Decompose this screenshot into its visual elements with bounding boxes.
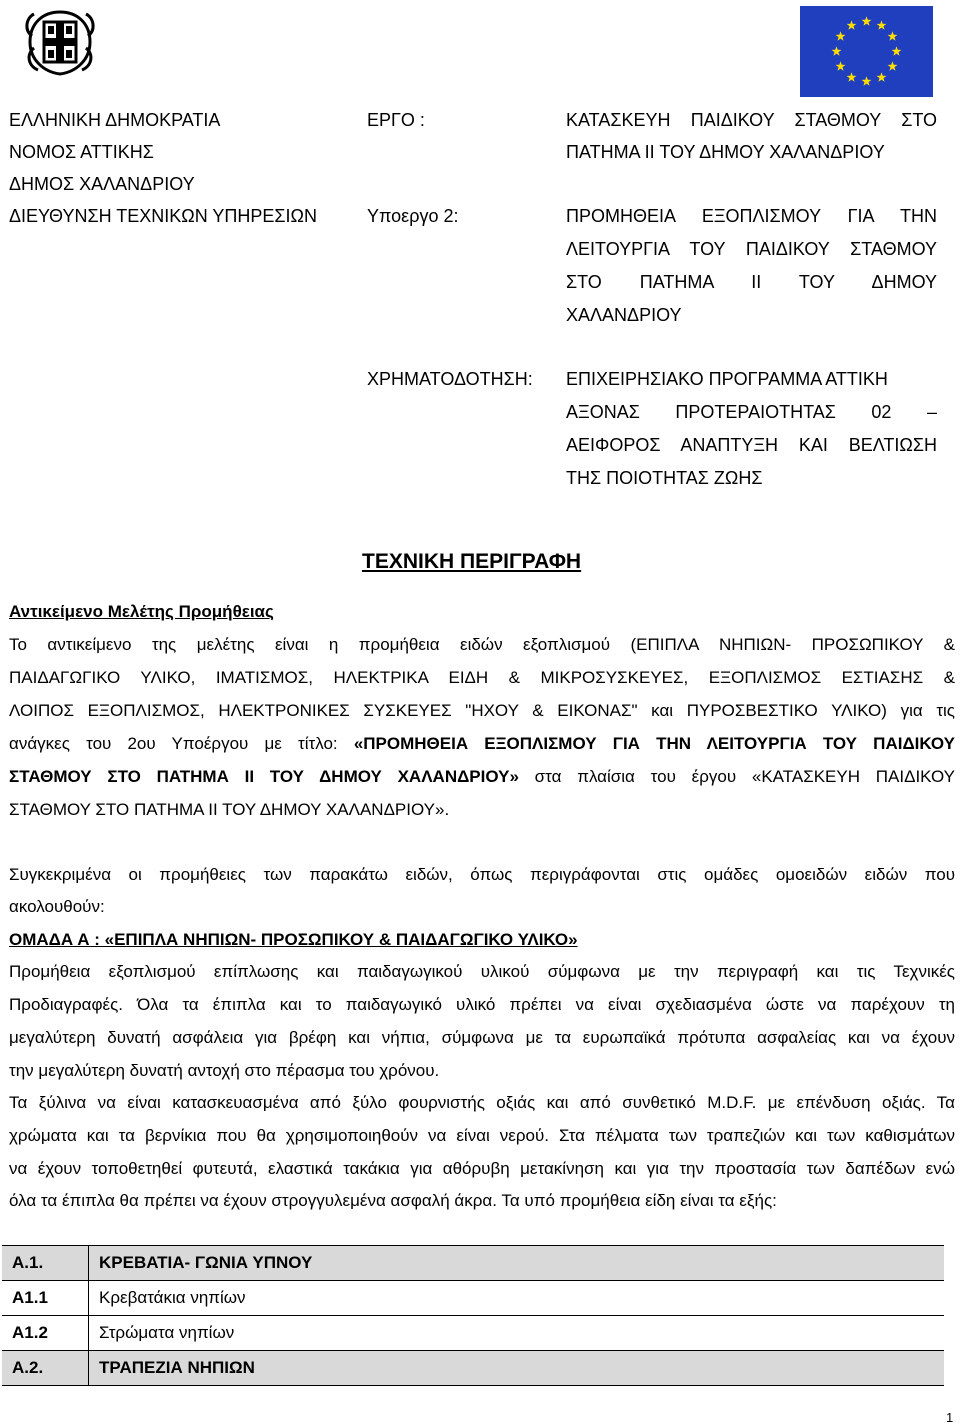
group-a-line: την μεγαλύτερη δυνατή αντοχή στο πέρασμα του χρόνου. xyxy=(9,1061,440,1080)
subject-line: ΣΤΑΘΜΟΥ ΣΤΟ ΠΑΤΗΜΑ ΙΙ ΤΟΥ ΔΗΜΟΥ ΧΑΛΑΝΔΡΙΟΥ». xyxy=(9,800,450,819)
item-description: Κρεβατάκια νηπίων xyxy=(89,1281,945,1316)
subproject-title: ΣΤΑΘΜΟΥ ΣΤΟ ΠΑΤΗΜΑ ΙΙ ΤΟΥ ΔΗΜΟΥ ΧΑΛΑΝΔΡΙΟΥ» xyxy=(9,767,519,786)
group-a-line: Τα ξύλινα να είναι κατασκευασμένα από ξύλο φουρνιστής οξιάς και από συνθετικό M.D.F. με επένδυση οξιάς. Τα xyxy=(9,1093,955,1112)
funding-value-line: ΑΕΙΦΟΡΟΣ ΑΝΑΠΤΥΞΗ ΚΑΙ ΒΕΛΤΙΩΣΗ xyxy=(566,435,937,455)
table-row xyxy=(2,1316,944,1351)
subject-line-text: ανάγκες του 2ου Υποέργου με τίτλο: xyxy=(9,734,354,753)
subject-line xyxy=(9,767,955,787)
subject-line xyxy=(9,734,955,754)
item-description: ΤΡΑΠΕΖΙΑ ΝΗΠΙΩΝ xyxy=(89,1351,945,1386)
xrimatodotisi-label: ΧΡΗΜΑΤΟΔΟΤΗΣΗ: xyxy=(367,369,533,389)
item-code: Α.2. xyxy=(2,1351,89,1386)
page-number: 1 xyxy=(946,1410,954,1425)
funding-value-line: ΤΗΣ ΠΟΙΟΤΗΤΑΣ ΖΩΗΣ xyxy=(566,468,763,488)
subject-heading: Αντικείμενο Μελέτης Προμήθειας xyxy=(9,602,274,621)
issuer-line: ΕΛΛΗΝΙΚΗ ΔΗΜΟΚΡΑΤΙΑ xyxy=(9,110,221,130)
ypoergo-value-line: ΠΡΟΜΗΘΕΙΑ ΕΞΟΠΛΙΣΜΟΥ ΓΙΑ ΤΗΝ xyxy=(566,206,937,226)
section-title: ΤΕΧΝΙΚΗ ΠΕΡΙΓΡΑΦΗ xyxy=(362,550,582,573)
table-row xyxy=(2,1246,944,1281)
ergo-value-line: ΠΑΤΗΜΑ ΙΙ ΤΟΥ ΔΗΜΟΥ ΧΑΛΑΝΔΡΙΟΥ xyxy=(566,142,885,162)
intro-line: Συγκεκριμένα οι προμήθειες των παρακάτω ειδών, όπως περιγράφονται στις ομάδες ομοειδών ειδών που xyxy=(9,865,955,884)
group-a-line: χρώματα και τα βερνίκια που θα χρησιμοποιηθούν να είναι νερού. Στα πέλματα των τραπεζιών και των καθισμάτων xyxy=(9,1126,955,1145)
item-code: Α1.2 xyxy=(2,1316,89,1351)
group-a-line: μεγαλύτερη δυνατή ασφάλεια για βρέφη και νήπια, σύμφωνα με τα ευρωπαϊκά πρότυπα ασφαλείας και να έχουν xyxy=(9,1028,955,1047)
item-code: Α1.1 xyxy=(2,1281,89,1316)
items-table xyxy=(2,1245,944,1386)
ypoergo-value-line: ΧΑΛΑΝΔΡΙΟΥ xyxy=(566,305,682,325)
intro-line: ακολουθούν: xyxy=(9,897,105,916)
ypoergo-value-line: ΛΕΙΤΟΥΡΓΙΑ ΤΟΥ ΠΑΙΔΙΚΟΥ ΣΤΑΘΜΟΥ xyxy=(566,239,937,259)
issuer-line: ΔΗΜΟΣ ΧΑΛΑΝΔΡΙΟΥ xyxy=(9,174,195,194)
group-a-line: Προμήθεια εξοπλισμού επίπλωσης και παιδαγωγικού υλικού σύμφωνα με την περιγραφή και τις Τεχνικές xyxy=(9,962,955,981)
ypoergo-label: Υποεργο 2: xyxy=(367,206,459,226)
issuer-line: ΔΙΕΥΘΥΝΣΗ ΤΕΧΝΙΚΩΝ ΥΠΗΡΕΣΙΩΝ xyxy=(9,206,317,226)
item-description: ΚΡΕΒΑΤΙΑ- ΓΩΝΙΑ ΥΠΝΟΥ xyxy=(89,1246,945,1281)
group-a-line: όλα τα έπιπλα θα πρέπει να έχουν στρογγυλεμένα ασφαλή άκρα. Τα υπό προμήθεια είδη είναι τα εξής: xyxy=(9,1191,777,1210)
item-code: Α.1. xyxy=(2,1246,89,1281)
ergo-value-line: ΚΑΤΑΣΚΕΥΗ ΠΑΙΔΙΚΟΥ ΣΤΑΘΜΟΥ ΣΤΟ xyxy=(566,110,937,130)
funding-value-line: ΕΠΙΧΕΙΡΗΣΙΑΚΟ ΠΡΟΓΡΑΜΜΑ ΑΤΤΙΚΗ xyxy=(566,369,888,389)
issuer-line: ΝΟΜΟΣ ΑΤΤΙΚΗΣ xyxy=(9,142,154,162)
subproject-title: «ΠΡΟΜΗΘΕΙΑ ΕΞΟΠΛΙΣΜΟΥ ΓΙΑ ΤΗΝ ΛΕΙΤΟΥΡΓΙΑ ΤΟΥ ΠΑΙΔΙΚΟΥ xyxy=(353,734,955,753)
group-a-line: Προδιαγραφές. Όλα τα έπιπλα και το παιδαγωγικό υλικό πρέπει να είναι σχεδιασμένα ώστε να παρέχουν τη xyxy=(9,995,955,1014)
group-a-title: ΟΜΑΔΑ Α : «ΕΠΙΠΛΑ ΝΗΠΙΩΝ- ΠΡΟΣΩΠΙΚΟΥ & ΠΑΙΔΑΓΩΓΙΚΟ ΥΛΙΚΟ» xyxy=(9,930,578,949)
group-a-line: να έχουν τοποθετηθεί φυτευτά, ελαστικά τακάκια για αθόρυβη μετακίνηση και για την προστασία των δαπέδων ενώ xyxy=(9,1159,955,1178)
funding-value-line: ΑΞΟΝΑΣ ΠΡΟΤΕΡΑΙΟΤΗΤΑΣ 02 – xyxy=(566,402,937,422)
table-row xyxy=(2,1281,944,1316)
subject-line: ΛΟΙΠΟΣ ΕΞΟΠΛΙΣΜΟΣ, ΗΛΕΚΤΡΟΝΙΚΕΣ ΣΥΣΚΕΥΕΣ "ΗΧΟΥ & ΕΙΚΟΝΑΣ" και ΠΥΡΟΣΒΕΣΤΙΚΟ ΥΛΙΚΟ) για τις xyxy=(9,701,955,720)
table-row xyxy=(2,1351,944,1386)
subject-line: Το αντικείμενο της μελέτης είναι η προμήθεια ειδών εξοπλισμού (ΕΠΙΠΛΑ ΝΗΠΙΩΝ- ΠΡΟΣΩΠΙΚΟΥ & xyxy=(9,635,955,654)
subject-line-text: στα πλαίσια του έργου «ΚΑΤΑΣΚΕΥΗ ΠΑΙΔΙΚΟΥ xyxy=(518,767,955,786)
greek-coat-of-arms-logo xyxy=(22,8,98,78)
item-description: Στρώματα νηπίων xyxy=(89,1316,945,1351)
eu-flag-logo xyxy=(800,6,933,97)
subject-line: ΠΑΙΔΑΓΩΓΙΚΟ ΥΛΙΚΟ, ΙΜΑΤΙΣΜΟΣ, ΗΛΕΚΤΡΙΚΑ ΕΙΔΗ & ΜΙΚΡΟΣΥΣΚΕΥΕΣ, ΕΞΟΠΛΙΣΜΟΣ ΕΣΤΙΑΣΗΣ & xyxy=(9,668,955,687)
ypoergo-value-line: ΣΤΟ ΠΑΤΗΜΑ ΙΙ ΤΟΥ ΔΗΜΟΥ xyxy=(566,272,937,292)
ergo-label: ΕΡΓΟ : xyxy=(367,110,425,130)
